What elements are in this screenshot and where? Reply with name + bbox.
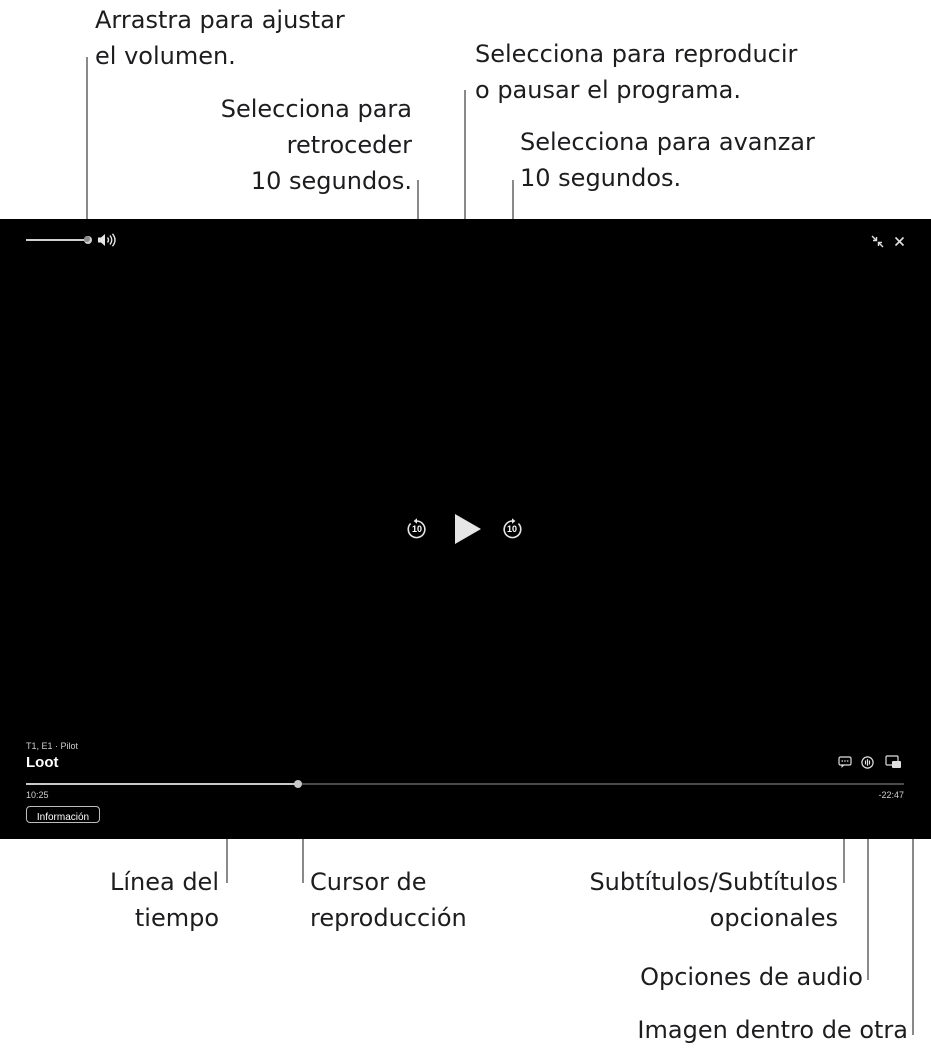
close-icon[interactable] [894,236,905,247]
rewind-callout: Selecciona para retroceder 10 segundos. [220,95,412,195]
shrink-icon[interactable] [871,235,884,248]
audio-options-icon[interactable] [861,756,874,769]
info-button[interactable] [26,806,100,823]
play-pause-callout: Selecciona para reproducir o pausar el programa. [475,40,798,104]
rewind-button[interactable] [405,517,429,541]
volume-leader-line [86,57,88,240]
episode-label: T1, E1 · Pilot [26,741,79,751]
playhead[interactable] [294,780,302,788]
volume-leader-dot [84,236,90,242]
forward-seconds-label: 10 [506,524,517,534]
forward-callout: Selecciona para avanzar 10 segundos. [520,128,815,192]
elapsed-time: 10:25 [26,790,49,800]
play-icon[interactable] [453,513,483,545]
speaker-icon[interactable] [97,233,117,247]
forward-button[interactable] [500,517,524,541]
pip-callout: Imagen dentro de otra [637,1016,908,1044]
show-title: Loot [26,754,59,771]
timeline-elapsed [26,783,298,785]
playhead-callout: Cursor de reproducción [310,868,467,932]
picture-in-picture-icon[interactable] [885,755,902,769]
volume-slider[interactable] [26,233,92,247]
info-button-label: Información [36,812,90,823]
audio-callout: Opciones de audio [640,963,863,991]
video-player[interactable] [0,219,931,839]
timeline-callout: Línea del tiempo [109,868,219,932]
volume-callout: Arrastra para ajustar el volumen. [95,6,345,70]
subtitles-icon[interactable] [838,756,852,769]
rewind-seconds-label: 10 [411,524,422,534]
volume-fill [26,239,88,241]
timeline-bar[interactable] [26,779,904,789]
remaining-time: -22:47 [878,790,904,800]
subtitles-callout: Subtítulos/Subtítulos opcionales [589,868,838,932]
